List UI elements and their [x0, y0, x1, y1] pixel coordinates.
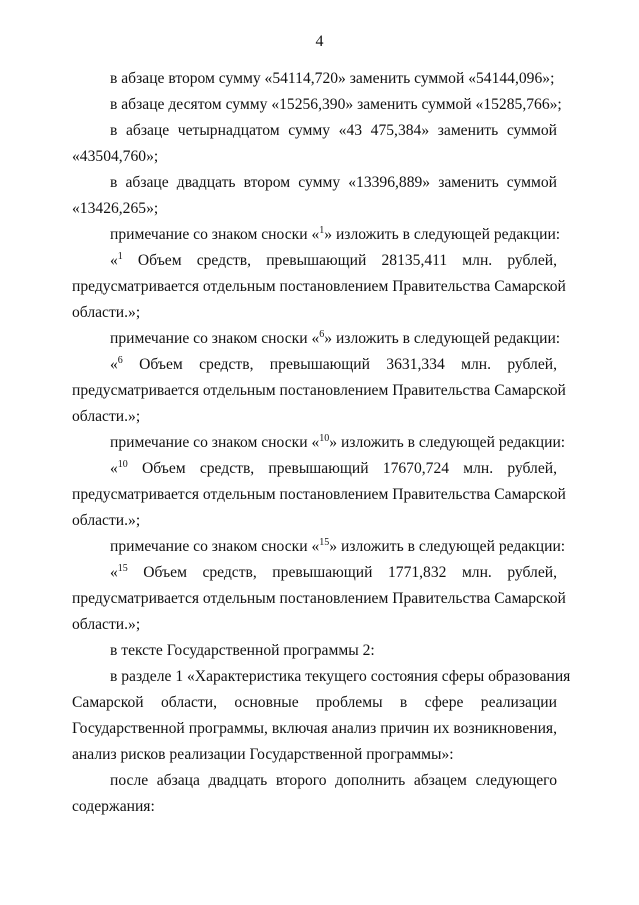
footnote-mark: 1	[117, 251, 123, 262]
footnote-note-line: примечание со знаком сноски «$^{15}$» изложить в следующей редакции:	[110, 537, 566, 555]
text-line: в абзаце двадцать втором сумму «13396,889» заменить суммой	[110, 174, 557, 191]
page-number: 4	[315, 33, 324, 50]
text-line: Самарской области, основные проблемы в сфере реализации	[72, 694, 557, 711]
text-line: предусматривается отдельным постановлением Правительства Самарской	[72, 382, 566, 399]
text-line: содержания:	[72, 798, 155, 815]
footnote-text-line: «$^1$ Объем средств, превышающий 28135,411 млн. рублей,	[110, 251, 557, 269]
footnote-mark: 6	[117, 355, 123, 366]
footnote-note-line: примечание со знаком сноски «$^6$» изложить в следующей редакции:	[110, 329, 561, 347]
text-line: предусматривается отдельным постановлением Правительства Самарской	[72, 278, 566, 295]
footnote-mark: 10	[319, 433, 330, 444]
text-line: предусматривается отдельным постановлением Правительства Самарской	[72, 590, 566, 607]
text-line: в абзаце десятом сумму «15256,390» заменить суммой «15285,766»;	[110, 96, 562, 113]
text-line: в абзаце четырнадцатом сумму «43 475,384» заменить суммой	[110, 122, 557, 139]
text-line: области.»;	[72, 304, 141, 321]
footnote-text-line: «$^{15}$ Объем средств, превышающий 1771,832 млн. рублей,	[110, 563, 557, 581]
text-line: после абзаца двадцать второго дополнить абзацем следующего	[110, 772, 557, 789]
footnote-mark: 6	[319, 329, 325, 340]
text-line: предусматривается отдельным постановлением Правительства Самарской	[72, 486, 566, 503]
footnote-note-line: примечание со знаком сноски «$^{10}$» изложить в следующей редакции:	[110, 433, 566, 451]
footnote-text-line: «$^6$ Объем средств, превышающий 3631,334 млн. рублей,	[110, 355, 557, 373]
text-line: «43504,760»;	[72, 148, 159, 165]
text-line: области.»;	[72, 512, 141, 529]
text-line: в тексте Государственной программы 2:	[110, 642, 375, 659]
footnote-mark: 1	[319, 225, 325, 236]
text-line: в абзаце втором сумму «54114,720» заменить суммой «54144,096»;	[110, 70, 555, 87]
text-line: в разделе 1 «Характеристика текущего состояния сферы образования	[110, 668, 571, 685]
text-line: Государственной программы, включая анализ причин их возникновения,	[72, 720, 557, 737]
footnote-mark: 10	[117, 459, 128, 470]
footnote-text-line: «$^{10}$ Объем средств, превышающий 17670,724 млн. рублей,	[110, 459, 557, 477]
text-line: анализ рисков реализации Государственной программы»:	[72, 746, 454, 763]
text-line: области.»;	[72, 408, 141, 425]
footnote-mark: 15	[117, 563, 128, 574]
footnote-note-line: примечание со знаком сноски «$^1$» изложить в следующей редакции:	[110, 225, 561, 243]
text-line: области.»;	[72, 616, 141, 633]
footnote-mark: 15	[319, 537, 330, 548]
text-line: «13426,265»;	[72, 200, 159, 217]
